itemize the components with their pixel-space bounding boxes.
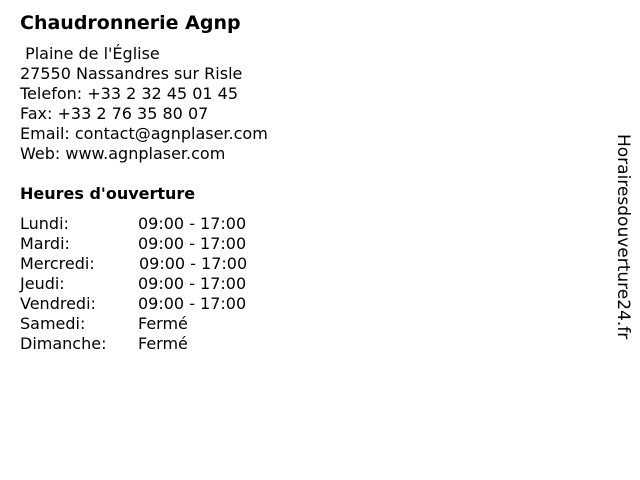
day-hours: 09:00 - 17:00 (138, 294, 247, 313)
day-label: Mardi: (20, 234, 70, 253)
city-address: 27550 Nassandres sur Risle (20, 64, 243, 83)
day-label: Dimanche: (20, 334, 107, 353)
hours-row-monday (20, 214, 320, 234)
day-hours: 09:00 - 17:00 (138, 234, 247, 253)
hours-row-sunday (20, 334, 320, 354)
website: Web: www.agnplaser.com (20, 144, 226, 163)
hours-heading: Heures d'ouverture (20, 184, 196, 203)
hours-row-wednesday (20, 254, 320, 274)
day-label: Vendredi: (20, 294, 96, 313)
hours-row-thursday (20, 274, 320, 294)
day-label: Jeudi: (20, 274, 65, 293)
day-hours: Fermé (138, 314, 188, 333)
phone-number: Telefon: +33 2 32 45 01 45 (20, 84, 239, 103)
fax-number: Fax: +33 2 76 35 80 07 (20, 104, 209, 123)
day-label: Lundi: (20, 214, 69, 233)
hours-table (20, 214, 320, 354)
side-brand-watermark: Horairesdouverture24.fr (613, 134, 633, 340)
business-name: Chaudronnerie Agnp (20, 12, 241, 34)
street-address: Plaine de l'Église (20, 44, 160, 63)
email-address: Email: contact@agnplaser.com (20, 124, 268, 143)
day-label: Samedi: (20, 314, 86, 333)
day-hours: 09:00 - 17:00 (138, 274, 247, 293)
contact-block (20, 44, 268, 164)
day-hours: 09:00 - 17:00 (138, 214, 247, 233)
day-hours: 09:00 - 17:00 (139, 254, 248, 273)
day-hours: Fermé (138, 334, 188, 353)
hours-row-saturday (20, 314, 320, 334)
hours-row-friday (20, 294, 320, 314)
hours-row-tuesday (20, 234, 320, 254)
day-label: Mercredi: (20, 254, 95, 273)
